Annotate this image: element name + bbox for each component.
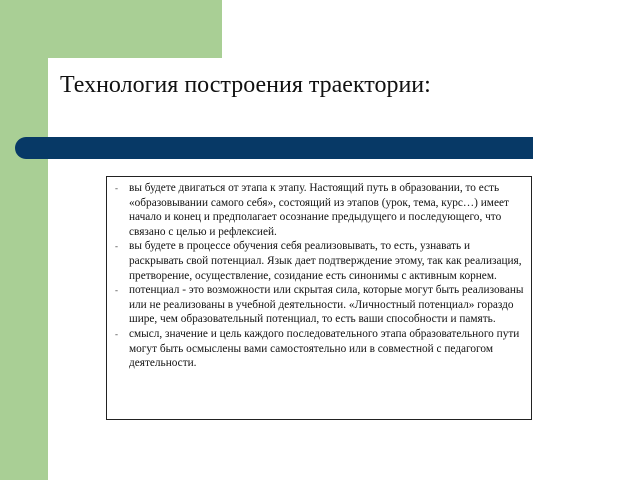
bullet-item-1 [115, 181, 525, 239]
bullet-item-3 [115, 283, 525, 327]
bullet-marker: - [115, 285, 118, 296]
blue-divider-bar [15, 137, 533, 159]
green-accent-top [0, 0, 222, 58]
slide-title: Технология построения траектории: [60, 72, 431, 98]
bullet-text: вы будете в процессе обучения себя реализовывать, то есть, узнавать и раскрывать свой потенциал. Язык дает подтверждение этому, так как реализация, претворение, осуществление, созидание есть синонимы с активным корнем. [129, 240, 522, 282]
bullet-list [115, 181, 525, 371]
bullet-item-4 [115, 327, 525, 371]
bullet-marker: - [115, 241, 118, 252]
green-accent-left [0, 0, 48, 480]
content-box [106, 176, 532, 420]
bullet-marker: - [115, 183, 118, 193]
bullet-item-2 [115, 239, 525, 283]
bullet-text: вы будете двигаться от этапа к этапу. Настоящий путь в образовании, то есть «образовывании самого себя», состоящий из этапов (урок, тема, курс…) имеет начало и конец и предполагает осознание предыдущего и последующего, что связано с целью и рефлексией. [129, 182, 509, 238]
bullet-text: смысл, значение и цель каждого последовательного этапа образовательного пути могут быть осмыслены вами самостоятельно или в совместной с педагогом деятельности. [129, 327, 520, 370]
bullet-marker: - [115, 328, 118, 339]
bullet-text: потенциал - это возможности или скрытая сила, которые могут быть реализованы или не реализованы в учебной деятельности. «Личностный потенциал» гораздо шире, чем образовательный потенциал, то есть ваши способности и память. [129, 284, 524, 326]
